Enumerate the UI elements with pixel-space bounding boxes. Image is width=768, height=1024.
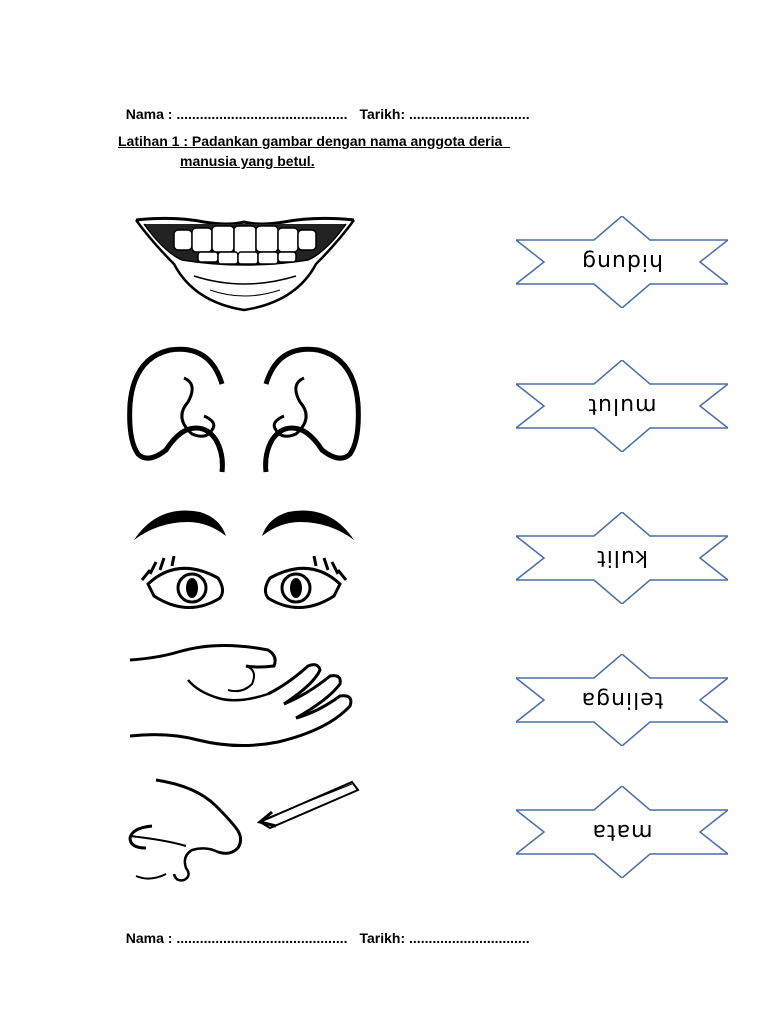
word-card-hidung	[516, 216, 728, 308]
instruction-line-2: manusia yang betul.	[180, 153, 315, 169]
word-label: mulut	[587, 393, 657, 419]
eyes-picture	[128, 500, 360, 624]
word-card-mulut	[516, 360, 728, 452]
ears-picture	[126, 344, 362, 480]
date-field-label: Tarikh: ...............................	[359, 930, 530, 946]
instruction-line-1: Latihan 1 : Padankan gambar dengan nama anggota deria	[118, 133, 511, 149]
header-line	[118, 90, 530, 122]
word-card-kulit	[516, 512, 728, 604]
word-card-mata	[516, 786, 728, 878]
word-card-telinga	[516, 654, 728, 746]
word-label: kulit	[596, 545, 648, 571]
name-field-label: Nama : ............................................	[125, 106, 348, 122]
date-field-label: Tarikh: ...............................	[359, 106, 530, 122]
word-label: telinga	[580, 687, 664, 713]
mouth-picture	[134, 212, 356, 316]
word-label: mata	[591, 819, 653, 845]
name-field-label: Nama : ............................................	[125, 930, 348, 946]
word-label: hidung	[581, 249, 663, 275]
nose-picture	[126, 776, 362, 898]
footer-line	[118, 914, 530, 946]
hand-picture	[128, 640, 356, 756]
